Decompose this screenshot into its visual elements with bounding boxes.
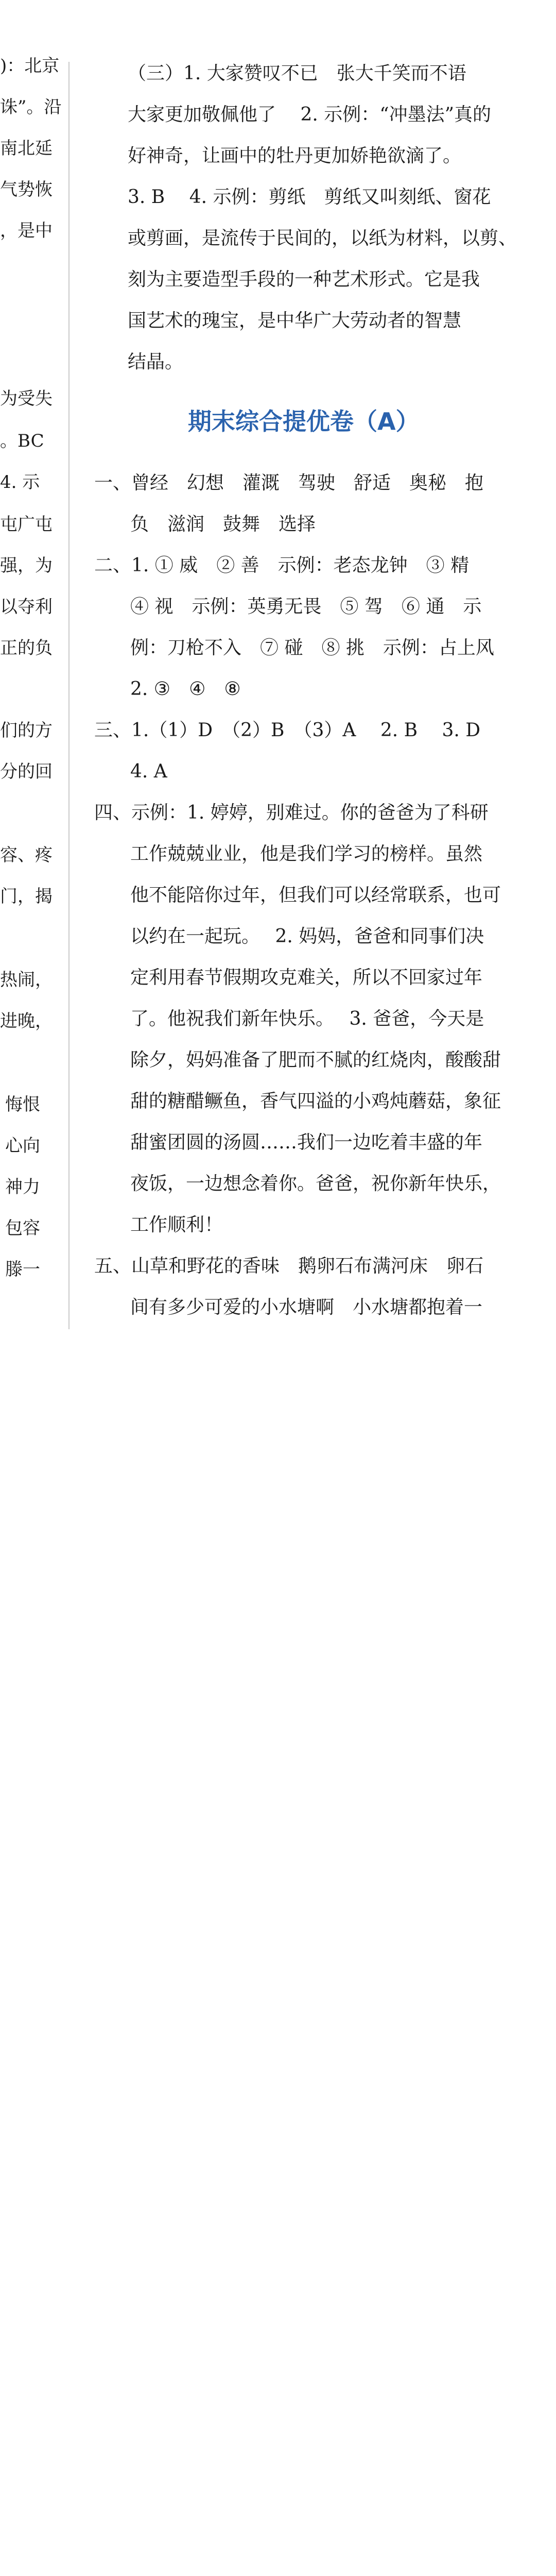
answer-line: 2. ③ ④ ⑧ <box>130 679 241 700</box>
answer-line: 结晶。 <box>128 351 184 372</box>
answer-line: 五、山草和野花的香味 鹅卵石布满河床 卵石 <box>94 1256 484 1277</box>
left-fragment: 容、疼 <box>0 845 53 866</box>
left-fragment: ，是中 <box>0 221 53 241</box>
left-fragment: 分的回 <box>0 761 53 782</box>
answer-line: 国艺术的瑰宝，是中华广大劳动者的智慧 <box>128 310 462 331</box>
left-fragment: 们的方 <box>0 720 53 741</box>
left-fragment: 门，揭 <box>0 886 53 907</box>
answer-line: 4. A <box>130 761 167 782</box>
answer-line: （三）1. 大家赞叹不已 张大千笑而不语 <box>128 63 466 84</box>
answer-line: 刻为主要造型手段的一种艺术形式。它是我 <box>128 269 480 290</box>
left-column-fragments <box>0 0 67 1340</box>
answer-line: 一、曾经 幻想 灌溉 驾驶 舒适 奥秘 抱 <box>94 472 484 494</box>
left-fragment: 以夺利 <box>0 597 53 617</box>
left-fragment: 进晚， <box>0 1011 53 1031</box>
left-fragment: 滕一 <box>5 1259 40 1280</box>
answer-line: 大家更加敬佩他了 2. 示例：“冲墨法”真的 <box>128 104 492 125</box>
answer-line: 好神奇，让画中的牡丹更加娇艳欲滴了。 <box>128 145 462 166</box>
answer-line: 负 滋润 鼓舞 选择 <box>130 514 316 535</box>
section-title: 期末综合提优卷（A） <box>188 408 420 435</box>
answer-line: 或剪画，是流传于民间的，以纸为材料，以剪、 <box>128 228 517 249</box>
answer-line: 三、1.（1）D （2）B （3）A 2. B 3. D <box>94 720 481 741</box>
answer-line: ④ 视 示例：英勇无畏 ⑤ 驾 ⑥ 通 示 <box>130 596 482 617</box>
left-fragment: 南北延 <box>0 138 53 159</box>
left-fragment: 心向 <box>5 1136 40 1156</box>
answer-line: 工作顺利！ <box>130 1214 223 1235</box>
answer-line: 甜蜜团圆的汤圆……我们一边吃着丰盛的年 <box>130 1132 483 1153</box>
left-fragment: 悔恨 <box>5 1094 40 1115</box>
answer-line: 定利用春节假期攻克难关，所以不回家过年 <box>130 967 483 988</box>
answer-line: 夜饭，一边想念着你。爸爸，祝你新年快乐， <box>130 1173 501 1194</box>
left-fragment: 屯广屯 <box>0 514 53 535</box>
left-fragment: 4. 示 <box>0 472 40 493</box>
answer-line: 二、1. ① 威 ② 善 示例：老态龙钟 ③ 精 <box>94 555 470 576</box>
answer-line: 他不能陪你过年，但我们可以经常联系，也可 <box>130 885 501 906</box>
page-footer <box>0 1350 154 1381</box>
left-fragment: 热闹， <box>0 970 53 990</box>
answer-line: 以约在一起玩。 2. 妈妈，爸爸和同事们决 <box>130 926 484 947</box>
answer-line: 工作兢兢业业，他是我们学习的榜样。虽然 <box>130 843 483 865</box>
answer-line: 了。他祝我们新年快乐。 3. 爸爸，今天是 <box>130 1008 484 1029</box>
left-fragment: 气势恢 <box>0 179 53 200</box>
column-divider <box>68 62 70 1329</box>
left-fragment: 包容 <box>5 1218 40 1239</box>
left-fragment: 为受失 <box>0 388 53 409</box>
answer-line: 3. B 4. 示例：剪纸 剪纸又叫刻纸、窗花 <box>128 187 491 208</box>
left-fragment: 强，为 <box>0 555 53 576</box>
answer-line: 例：刀枪不入 ⑦ 碰 ⑧ 挑 示例：占上风 <box>130 637 494 658</box>
left-fragment: 正的负 <box>0 638 53 658</box>
answer-line: 除夕，妈妈准备了肥而不腻的红烧肉，酸酸甜 <box>130 1049 501 1071</box>
left-fragment: 。BC <box>0 431 44 451</box>
answer-line: 间有多少可爱的小水塘啊 小水塘都抱着一 <box>130 1297 483 1318</box>
left-fragment: )：北京 <box>0 56 60 76</box>
answer-line: 甜的糖醋鳜鱼，香气四溢的小鸡炖蘑菇，象征 <box>130 1091 501 1112</box>
answer-line: 四、示例：1. 婷婷，别难过。你的爸爸为了科研 <box>94 802 489 823</box>
left-fragment: 神力 <box>5 1177 40 1197</box>
left-fragment: 诛”。沿 <box>0 97 62 117</box>
